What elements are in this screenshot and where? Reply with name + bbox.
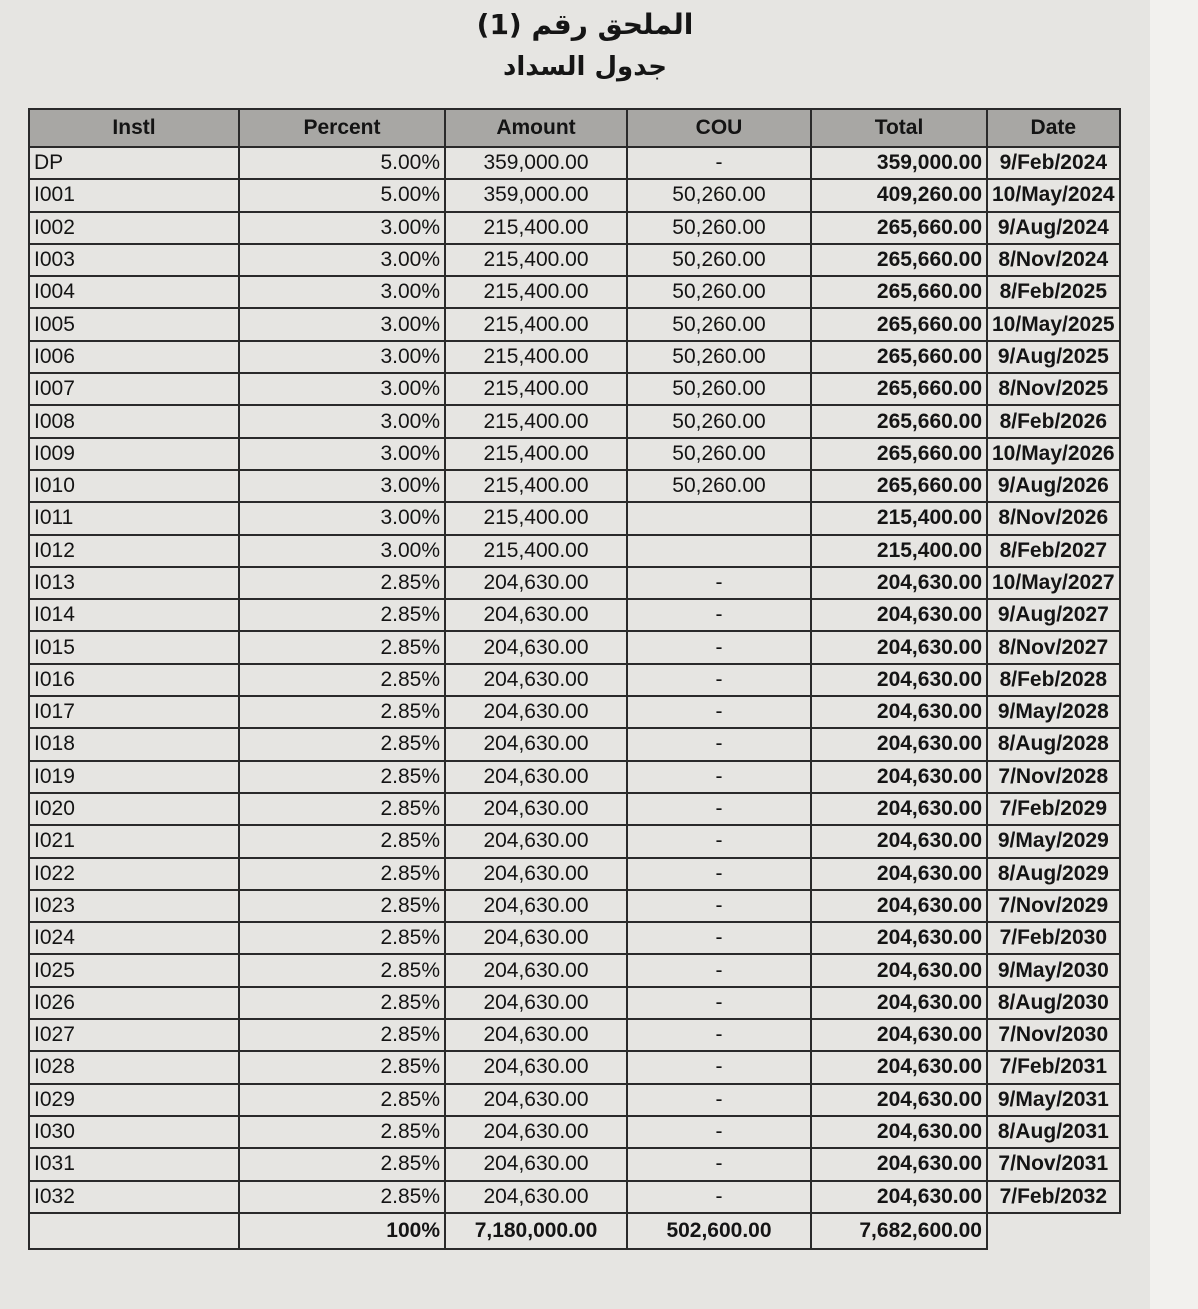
row-cou: - xyxy=(627,825,811,857)
row-amount: 204,630.00 xyxy=(445,954,627,986)
row-date: 9/May/2031 xyxy=(987,1084,1120,1116)
row-percent: 2.85% xyxy=(239,664,445,696)
row-total: 215,400.00 xyxy=(811,502,987,534)
row-instl: I007 xyxy=(29,373,239,405)
header-cou: COU xyxy=(627,109,811,147)
row-cou: - xyxy=(627,1019,811,1051)
table-row xyxy=(29,567,1120,599)
table-row xyxy=(29,535,1120,567)
row-amount: 215,400.00 xyxy=(445,308,627,340)
row-cou: - xyxy=(627,890,811,922)
row-amount: 215,400.00 xyxy=(445,470,627,502)
row-date: 8/Aug/2028 xyxy=(987,728,1120,760)
row-total: 204,630.00 xyxy=(811,1019,987,1051)
row-cou: 50,260.00 xyxy=(627,308,811,340)
row-cou: - xyxy=(627,761,811,793)
row-percent: 2.85% xyxy=(239,599,445,631)
row-percent: 3.00% xyxy=(239,212,445,244)
totals-row xyxy=(29,1213,1120,1249)
row-cou: - xyxy=(627,1051,811,1083)
row-instl: I022 xyxy=(29,858,239,890)
row-amount: 215,400.00 xyxy=(445,535,627,567)
row-cou: - xyxy=(627,599,811,631)
row-date: 8/Nov/2026 xyxy=(987,502,1120,534)
row-date: 8/Nov/2024 xyxy=(987,244,1120,276)
row-total: 204,630.00 xyxy=(811,858,987,890)
row-percent: 3.00% xyxy=(239,341,445,373)
row-percent: 2.85% xyxy=(239,1116,445,1148)
table-row xyxy=(29,761,1120,793)
table-row xyxy=(29,1051,1120,1083)
table-row xyxy=(29,502,1120,534)
row-amount: 204,630.00 xyxy=(445,1019,627,1051)
table-row xyxy=(29,405,1120,437)
row-instl: I012 xyxy=(29,535,239,567)
payment-schedule-title: جدول السداد xyxy=(503,52,667,82)
row-instl: I019 xyxy=(29,761,239,793)
row-instl: I014 xyxy=(29,599,239,631)
row-instl: I025 xyxy=(29,954,239,986)
row-cou: - xyxy=(627,631,811,663)
row-cou: - xyxy=(627,954,811,986)
row-date: 7/Feb/2029 xyxy=(987,793,1120,825)
row-total: 265,660.00 xyxy=(811,212,987,244)
header-instl: Instl xyxy=(29,109,239,147)
row-date: 9/May/2030 xyxy=(987,954,1120,986)
row-instl: I030 xyxy=(29,1116,239,1148)
row-date: 8/Nov/2025 xyxy=(987,373,1120,405)
row-instl: I026 xyxy=(29,987,239,1019)
table-row xyxy=(29,1019,1120,1051)
row-instl: I005 xyxy=(29,308,239,340)
row-date: 9/Aug/2026 xyxy=(987,470,1120,502)
table-row xyxy=(29,1181,1120,1213)
row-date: 8/Feb/2026 xyxy=(987,405,1120,437)
table-row xyxy=(29,438,1120,470)
row-date: 10/May/2026 xyxy=(987,438,1120,470)
row-amount: 204,630.00 xyxy=(445,793,627,825)
row-amount: 204,630.00 xyxy=(445,599,627,631)
row-total: 359,000.00 xyxy=(811,147,987,179)
row-amount: 204,630.00 xyxy=(445,631,627,663)
row-cou: - xyxy=(627,728,811,760)
row-cou: 50,260.00 xyxy=(627,212,811,244)
table-row xyxy=(29,696,1120,728)
row-amount: 215,400.00 xyxy=(445,244,627,276)
row-date: 8/Aug/2031 xyxy=(987,1116,1120,1148)
row-amount: 204,630.00 xyxy=(445,922,627,954)
row-cou: - xyxy=(627,696,811,728)
row-instl: I004 xyxy=(29,276,239,308)
row-instl: I021 xyxy=(29,825,239,857)
row-cou: - xyxy=(627,987,811,1019)
row-date: 9/Aug/2027 xyxy=(987,599,1120,631)
row-date: 8/Aug/2029 xyxy=(987,858,1120,890)
row-amount: 204,630.00 xyxy=(445,728,627,760)
row-date: 7/Feb/2032 xyxy=(987,1181,1120,1213)
row-date: 9/Aug/2025 xyxy=(987,341,1120,373)
table-row xyxy=(29,631,1120,663)
row-cou: - xyxy=(627,1148,811,1180)
row-total: 265,660.00 xyxy=(811,405,987,437)
row-percent: 2.85% xyxy=(239,858,445,890)
header-date: Date xyxy=(987,109,1120,147)
totals-cou: 502,600.00 xyxy=(627,1213,811,1249)
row-percent: 3.00% xyxy=(239,470,445,502)
header-amount: Amount xyxy=(445,109,627,147)
row-date: 9/May/2028 xyxy=(987,696,1120,728)
table-row xyxy=(29,728,1120,760)
row-cou: 50,260.00 xyxy=(627,470,811,502)
row-amount: 215,400.00 xyxy=(445,502,627,534)
row-total: 204,630.00 xyxy=(811,664,987,696)
row-total: 215,400.00 xyxy=(811,535,987,567)
row-total: 204,630.00 xyxy=(811,631,987,663)
row-instl: I018 xyxy=(29,728,239,760)
row-percent: 2.85% xyxy=(239,793,445,825)
table-header-row xyxy=(29,109,1120,147)
row-total: 265,660.00 xyxy=(811,438,987,470)
row-total: 265,660.00 xyxy=(811,276,987,308)
table-row xyxy=(29,664,1120,696)
row-amount: 215,400.00 xyxy=(445,212,627,244)
row-date: 7/Nov/2031 xyxy=(987,1148,1120,1180)
row-cou: - xyxy=(627,1084,811,1116)
annex-title: الملحق رقم (1) xyxy=(476,8,694,41)
row-cou: 50,260.00 xyxy=(627,179,811,211)
table-row xyxy=(29,599,1120,631)
row-amount: 204,630.00 xyxy=(445,825,627,857)
header-total: Total xyxy=(811,109,987,147)
row-total: 409,260.00 xyxy=(811,179,987,211)
table-row xyxy=(29,212,1120,244)
totals-total: 7,682,600.00 xyxy=(811,1213,987,1249)
row-instl: I006 xyxy=(29,341,239,373)
row-date: 8/Feb/2025 xyxy=(987,276,1120,308)
row-date: 10/May/2025 xyxy=(987,308,1120,340)
row-total: 204,630.00 xyxy=(811,567,987,599)
row-instl: I015 xyxy=(29,631,239,663)
row-percent: 5.00% xyxy=(239,179,445,211)
table-row xyxy=(29,308,1120,340)
row-percent: 2.85% xyxy=(239,631,445,663)
row-amount: 204,630.00 xyxy=(445,567,627,599)
row-total: 204,630.00 xyxy=(811,1181,987,1213)
row-total: 204,630.00 xyxy=(811,1051,987,1083)
row-percent: 3.00% xyxy=(239,535,445,567)
row-cou: 50,260.00 xyxy=(627,341,811,373)
row-percent: 2.85% xyxy=(239,728,445,760)
row-date: 9/Aug/2024 xyxy=(987,212,1120,244)
row-cou: 50,260.00 xyxy=(627,373,811,405)
row-instl: I001 xyxy=(29,179,239,211)
row-total: 204,630.00 xyxy=(811,696,987,728)
row-total: 204,630.00 xyxy=(811,954,987,986)
row-date: 7/Feb/2031 xyxy=(987,1051,1120,1083)
header-percent: Percent xyxy=(239,109,445,147)
row-cou xyxy=(627,502,811,534)
table-row xyxy=(29,341,1120,373)
table-row xyxy=(29,922,1120,954)
row-total: 204,630.00 xyxy=(811,1084,987,1116)
row-percent: 3.00% xyxy=(239,276,445,308)
row-date: 10/May/2024 xyxy=(987,179,1120,211)
page-edge xyxy=(1150,0,1198,1309)
row-amount: 204,630.00 xyxy=(445,858,627,890)
row-percent: 2.85% xyxy=(239,922,445,954)
row-total: 204,630.00 xyxy=(811,890,987,922)
row-percent: 3.00% xyxy=(239,438,445,470)
row-date: 9/Feb/2024 xyxy=(987,147,1120,179)
row-instl: I009 xyxy=(29,438,239,470)
row-instl: I017 xyxy=(29,696,239,728)
row-cou: - xyxy=(627,922,811,954)
table-row xyxy=(29,147,1120,179)
row-instl: I020 xyxy=(29,793,239,825)
row-amount: 204,630.00 xyxy=(445,696,627,728)
table-row xyxy=(29,890,1120,922)
row-date: 7/Nov/2029 xyxy=(987,890,1120,922)
row-total: 204,630.00 xyxy=(811,793,987,825)
row-total: 204,630.00 xyxy=(811,825,987,857)
row-instl: I008 xyxy=(29,405,239,437)
row-total: 204,630.00 xyxy=(811,761,987,793)
row-amount: 215,400.00 xyxy=(445,405,627,437)
row-amount: 204,630.00 xyxy=(445,987,627,1019)
row-percent: 5.00% xyxy=(239,147,445,179)
row-amount: 204,630.00 xyxy=(445,761,627,793)
table-row xyxy=(29,954,1120,986)
table-row xyxy=(29,793,1120,825)
totals-percent: 100% xyxy=(239,1213,445,1249)
row-instl: I011 xyxy=(29,502,239,534)
row-percent: 3.00% xyxy=(239,502,445,534)
row-percent: 2.85% xyxy=(239,987,445,1019)
row-cou: - xyxy=(627,1181,811,1213)
row-instl: DP xyxy=(29,147,239,179)
row-total: 265,660.00 xyxy=(811,244,987,276)
row-cou: 50,260.00 xyxy=(627,438,811,470)
row-percent: 2.85% xyxy=(239,1051,445,1083)
row-percent: 3.00% xyxy=(239,373,445,405)
row-amount: 215,400.00 xyxy=(445,276,627,308)
row-cou: - xyxy=(627,1116,811,1148)
row-percent: 3.00% xyxy=(239,308,445,340)
row-percent: 2.85% xyxy=(239,1181,445,1213)
row-instl: I002 xyxy=(29,212,239,244)
table-row xyxy=(29,470,1120,502)
table-row xyxy=(29,276,1120,308)
row-date: 7/Feb/2030 xyxy=(987,922,1120,954)
table-row xyxy=(29,825,1120,857)
row-cou: - xyxy=(627,858,811,890)
row-instl: I027 xyxy=(29,1019,239,1051)
table-row xyxy=(29,1084,1120,1116)
table-row xyxy=(29,179,1120,211)
row-total: 204,630.00 xyxy=(811,728,987,760)
row-total: 265,660.00 xyxy=(811,341,987,373)
row-percent: 3.00% xyxy=(239,405,445,437)
row-date: 8/Feb/2027 xyxy=(987,535,1120,567)
row-amount: 204,630.00 xyxy=(445,664,627,696)
row-percent: 2.85% xyxy=(239,1148,445,1180)
row-amount: 359,000.00 xyxy=(445,147,627,179)
table-body xyxy=(29,147,1120,1213)
row-amount: 359,000.00 xyxy=(445,179,627,211)
totals-date-empty xyxy=(987,1213,1120,1249)
table-row xyxy=(29,373,1120,405)
row-cou: 50,260.00 xyxy=(627,276,811,308)
row-total: 265,660.00 xyxy=(811,373,987,405)
row-total: 204,630.00 xyxy=(811,987,987,1019)
row-instl: I003 xyxy=(29,244,239,276)
row-instl: I032 xyxy=(29,1181,239,1213)
row-percent: 2.85% xyxy=(239,1084,445,1116)
row-amount: 204,630.00 xyxy=(445,1084,627,1116)
table-row xyxy=(29,858,1120,890)
row-cou: - xyxy=(627,793,811,825)
row-instl: I023 xyxy=(29,890,239,922)
row-instl: I031 xyxy=(29,1148,239,1180)
totals-instl xyxy=(29,1213,239,1249)
row-date: 8/Nov/2027 xyxy=(987,631,1120,663)
row-amount: 204,630.00 xyxy=(445,1181,627,1213)
row-total: 204,630.00 xyxy=(811,1116,987,1148)
row-percent: 2.85% xyxy=(239,696,445,728)
row-amount: 215,400.00 xyxy=(445,341,627,373)
row-total: 265,660.00 xyxy=(811,470,987,502)
row-total: 204,630.00 xyxy=(811,599,987,631)
row-date: 8/Feb/2028 xyxy=(987,664,1120,696)
row-cou: 50,260.00 xyxy=(627,405,811,437)
row-instl: I024 xyxy=(29,922,239,954)
row-date: 10/May/2027 xyxy=(987,567,1120,599)
row-percent: 3.00% xyxy=(239,244,445,276)
totals-amount: 7,180,000.00 xyxy=(445,1213,627,1249)
row-date: 7/Nov/2028 xyxy=(987,761,1120,793)
row-percent: 2.85% xyxy=(239,1019,445,1051)
row-total: 265,660.00 xyxy=(811,308,987,340)
row-total: 204,630.00 xyxy=(811,1148,987,1180)
row-percent: 2.85% xyxy=(239,825,445,857)
row-total: 204,630.00 xyxy=(811,922,987,954)
row-date: 8/Aug/2030 xyxy=(987,987,1120,1019)
row-amount: 204,630.00 xyxy=(445,1148,627,1180)
row-amount: 204,630.00 xyxy=(445,1116,627,1148)
row-amount: 204,630.00 xyxy=(445,890,627,922)
row-date: 9/May/2029 xyxy=(987,825,1120,857)
row-cou: - xyxy=(627,147,811,179)
row-instl: I010 xyxy=(29,470,239,502)
table-row xyxy=(29,244,1120,276)
row-date: 7/Nov/2030 xyxy=(987,1019,1120,1051)
payment-schedule-table xyxy=(28,108,1121,1250)
table-row xyxy=(29,1148,1120,1180)
row-instl: I013 xyxy=(29,567,239,599)
table-row xyxy=(29,987,1120,1019)
row-cou: - xyxy=(627,567,811,599)
table-row xyxy=(29,1116,1120,1148)
row-cou: - xyxy=(627,664,811,696)
row-cou: 50,260.00 xyxy=(627,244,811,276)
row-percent: 2.85% xyxy=(239,761,445,793)
row-amount: 215,400.00 xyxy=(445,438,627,470)
row-amount: 215,400.00 xyxy=(445,373,627,405)
row-percent: 2.85% xyxy=(239,890,445,922)
row-percent: 2.85% xyxy=(239,954,445,986)
row-instl: I029 xyxy=(29,1084,239,1116)
row-instl: I016 xyxy=(29,664,239,696)
row-amount: 204,630.00 xyxy=(445,1051,627,1083)
row-percent: 2.85% xyxy=(239,567,445,599)
row-instl: I028 xyxy=(29,1051,239,1083)
row-cou xyxy=(627,535,811,567)
